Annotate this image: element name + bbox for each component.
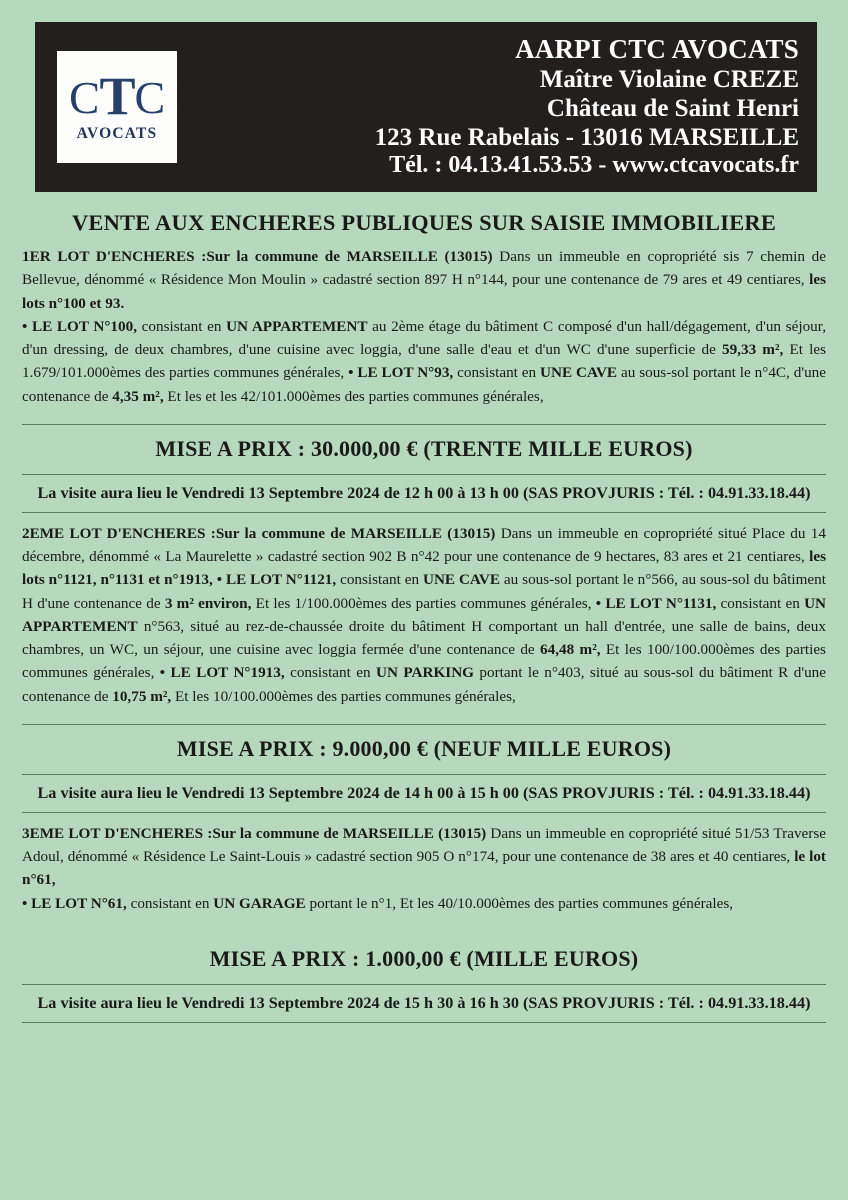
lot-1-lots-emphasis: les lots n°100 et 93. (22, 271, 826, 312)
logo-mark (69, 65, 165, 126)
logo-t-glyph: T (99, 65, 135, 126)
firm-phone-website: Tél. : 04.13.41.53.53 - www.ctcavocats.fr (389, 152, 799, 179)
divider (22, 512, 826, 513)
divider (22, 812, 826, 813)
logo-subtitle: AVOCATS (76, 125, 158, 143)
lot-1-heading: 1ER LOT D'ENCHERES : (22, 248, 207, 265)
letterhead-band (35, 22, 817, 192)
lot-2-heading: 2EME LOT D'ENCHERES : (22, 524, 216, 542)
lot-1-commune: Sur la commune de MARSEILLE (13015) (206, 248, 493, 265)
lot-3-commune: Sur la commune de MARSEILLE (13015) (212, 824, 487, 842)
page-title: VENTE AUX ENCHERES PUBLIQUES SUR SAISIE IMMOBILIERE (71, 210, 777, 235)
lot-2-intro: Dans un immeuble en copropriété situé Place du 14 décembre, dénommé « La Maurelette » cadastré section 902 B n°42 pour une contenance de 9 hectares, 83 ares et 21 centiares, (22, 524, 826, 565)
lot-2-visit-info: La visite aura lieu le Vendredi 13 Septembre 2024 de 14 h 00 à 15 h 00 (SAS PROVJURIS : Tél. : 04.91.33.18.44) (37, 783, 811, 802)
lot-1-intro: Dans un immeuble en copropriété sis 7 chemin de Bellevue, dénommé « Résidence Mon Moulin » cadastré section 897 H n°144, pour une contenance de 79 ares et 49 centiares, (22, 248, 826, 289)
firm-name: AARPI CTC AVOCATS (515, 33, 799, 64)
lot-3-intro: Dans un immeuble en copropriété situé 51/53 Traverse Adoul, dénommé « Résidence Le Saint-Louis » cadastré section 905 O n°174, pour une contenance de 38 ares et 40 centiares, (22, 824, 826, 865)
lot-3-price: MISE A PRIX : 1.000,00 € (MILLE EUROS) (209, 945, 639, 971)
firm-address: 123 Rue Rabelais - 13016 MARSEILLE (374, 124, 799, 152)
lot-1-price: MISE A PRIX : 30.000,00 € (TRENTE MILLE EUROS) (155, 435, 693, 461)
divider (22, 1022, 826, 1023)
lot-3-visit-info: La visite aura lieu le Vendredi 13 Septembre 2024 de 15 h 30 à 16 h 30 (SAS PROVJURIS : Tél. : 04.91.33.18.44) (37, 993, 811, 1012)
lot-2-lots-emphasis: les lots n°1121, n°1131 et n°1913, (22, 548, 826, 589)
lot-1-detail: • LE LOT N°100, consistant en UN APPARTEMENT au 2ème étage du bâtiment C composé d'un hall/dégagement, d'un séjour, d'un dressing, de deux chambres, d'une cuisine avec loggia, d'une salle d'eau et d'un WC d'une superficie de 59,33 m², Et les 1.679/101.000èmes des parties communes générales, • LE LOT N°93, consistant en UNE CAVE au sous-sol portant le n°4C, d'une contenance de 4,35 m², Et les et les 42/101.000èmes des parties communes générales, (22, 317, 827, 405)
notice-body (0, 196, 848, 1023)
lot-3-heading: 3EME LOT D'ENCHERES : (22, 824, 213, 842)
lot-3-detail: • LE LOT N°61, consistant en UN GARAGE portant le n°1, Et les 40/10.000èmes des parties communes générales, (22, 894, 734, 912)
firm-building: Château de Saint Henri (546, 95, 799, 123)
lot-1-visit-info: La visite aura lieu le Vendredi 13 Septembre 2024 de 12 h 00 à 13 h 00 (SAS PROVJURIS : Tél. : 04.91.33.18.44) (37, 483, 811, 502)
ctc-logo (57, 51, 177, 163)
logo-reversed-c-glyph: Ɔ (69, 71, 100, 123)
lot-2-commune: Sur la commune de MARSEILLE (13015) (215, 524, 496, 542)
lawyer-name: Maître Violaine CREZE (539, 66, 799, 94)
lot-3-lots-emphasis: le lot n°61, (22, 848, 826, 889)
firm-contact-block (177, 34, 817, 180)
lot-1-paragraph (0, 245, 848, 315)
lot-2-detail: • LE LOT N°1121, consistant en UNE CAVE au sous-sol portant le n°566, au sous-sol du bâtiment H d'une contenance de 3 m² environ, Et les 1/100.000èmes des parties communes générales, • LE LOT N°1131, consistant en UN APPARTEMENT n°563, situé au rez-de-chaussée droite du bâtiment H comportant un hall d'entrée, une salle de bains, deux chambres, un WC, un séjour, une cuisine avec loggia fermée d'une contenance de 64,48 m², Et les 100/100.000èmes des parties communes générales, • LE LOT N°1913, consistant en UN PARKING portant le n°403, situé au sous-sol du bâtiment R d'une contenance de 10,75 m², Et les 10/100.000èmes des parties communes générales, (22, 571, 826, 705)
lot-2-paragraph (0, 522, 848, 708)
lot-2-price: MISE A PRIX : 9.000,00 € (NEUF MILLE EUROS) (176, 735, 672, 761)
lot-3-paragraph (0, 822, 848, 892)
logo-c-glyph: C (134, 71, 165, 123)
